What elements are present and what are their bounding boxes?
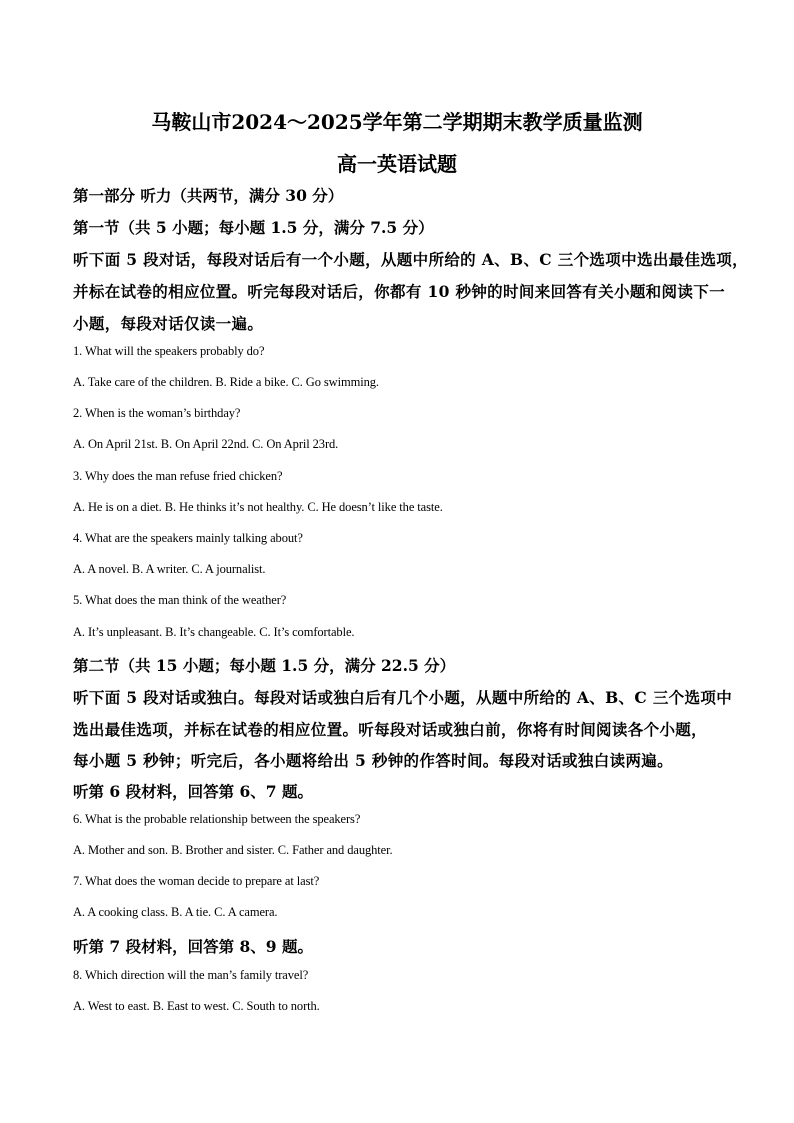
exam-title: 马鞍山市2024～2025学年第二学期期末教学质量监测 xyxy=(151,110,643,134)
question-1: 1. What will the speakers probably do? xyxy=(73,344,265,358)
options-1: A. Take care of the children. B. Ride a bike. C. Go swimming. xyxy=(73,375,379,389)
section1-instruction-line: 小题，每段对话仅读一遍。 xyxy=(73,314,264,333)
question-4: 4. What are the speakers mainly talking about? xyxy=(73,531,303,545)
options-4: A. A novel. B. A writer. C. A journalist. xyxy=(73,562,266,576)
section1-heading: 第一节（共 5 小题；每小题 1.5 分，满分 7.5 分） xyxy=(73,218,434,237)
options-8: A. West to east. B. East to west. C. South to north. xyxy=(73,999,320,1013)
section1-instruction-line: 并标在试卷的相应位置。听完每段对话后，你都有 10 秒钟的时间来回答有关小题和阅读下一 xyxy=(73,282,725,301)
options-7: A. A cooking class. B. A tie. C. A camera. xyxy=(73,905,278,919)
options-3: A. He is on a diet. B. He thinks it’s not healthy. C. He doesn’t like the taste. xyxy=(73,500,443,514)
section2-instruction-line: 选出最佳选项，并标在试卷的相应位置。听每段对话或独白前，你将有时间阅读各个小题， xyxy=(73,720,708,739)
section2-heading: 第二节（共 15 小题；每小题 1.5 分，满分 22.5 分） xyxy=(73,656,456,675)
section2-instruction-line: 听下面 5 段对话或独白。每段对话或独白后有几个小题，从题中所给的 A、B、C 三个选项中 xyxy=(73,688,733,707)
section2-instruction-line: 每小题 5 秒钟；听完后，各小题将给出 5 秒钟的作答时间。每段对话或独白读两遍。 xyxy=(73,751,674,770)
question-5: 5. What does the man think of the weather? xyxy=(73,593,287,607)
question-7: 7. What does the woman decide to prepare at last? xyxy=(73,874,320,888)
options-6: A. Mother and son. B. Brother and sister. C. Father and daughter. xyxy=(73,843,393,857)
question-8: 8. Which direction will the man’s family travel? xyxy=(73,968,309,982)
question-2: 2. When is the woman’s birthday? xyxy=(73,406,241,420)
question-6: 6. What is the probable relationship between the speakers? xyxy=(73,812,361,826)
options-5: A. It’s unpleasant. B. It’s changeable. C. It’s comfortable. xyxy=(73,625,355,639)
question-3: 3. Why does the man refuse fried chicken? xyxy=(73,469,283,483)
section1-instruction-line: 听下面 5 段对话，每段对话后有一个小题，从题中所给的 A、B、C 三个选项中选出最佳选项， xyxy=(73,250,748,269)
options-2: A. On April 21st. B. On April 22nd. C. On April 23rd. xyxy=(73,437,339,451)
part1-heading: 第一部分 听力（共两节，满分 30 分） xyxy=(73,186,344,205)
material7-heading: 听第 7 段材料，回答第 8、9 题。 xyxy=(73,937,313,956)
exam-subtitle: 高一英语试题 xyxy=(337,152,457,176)
material6-heading: 听第 6 段材料，回答第 6、7 题。 xyxy=(73,782,313,801)
